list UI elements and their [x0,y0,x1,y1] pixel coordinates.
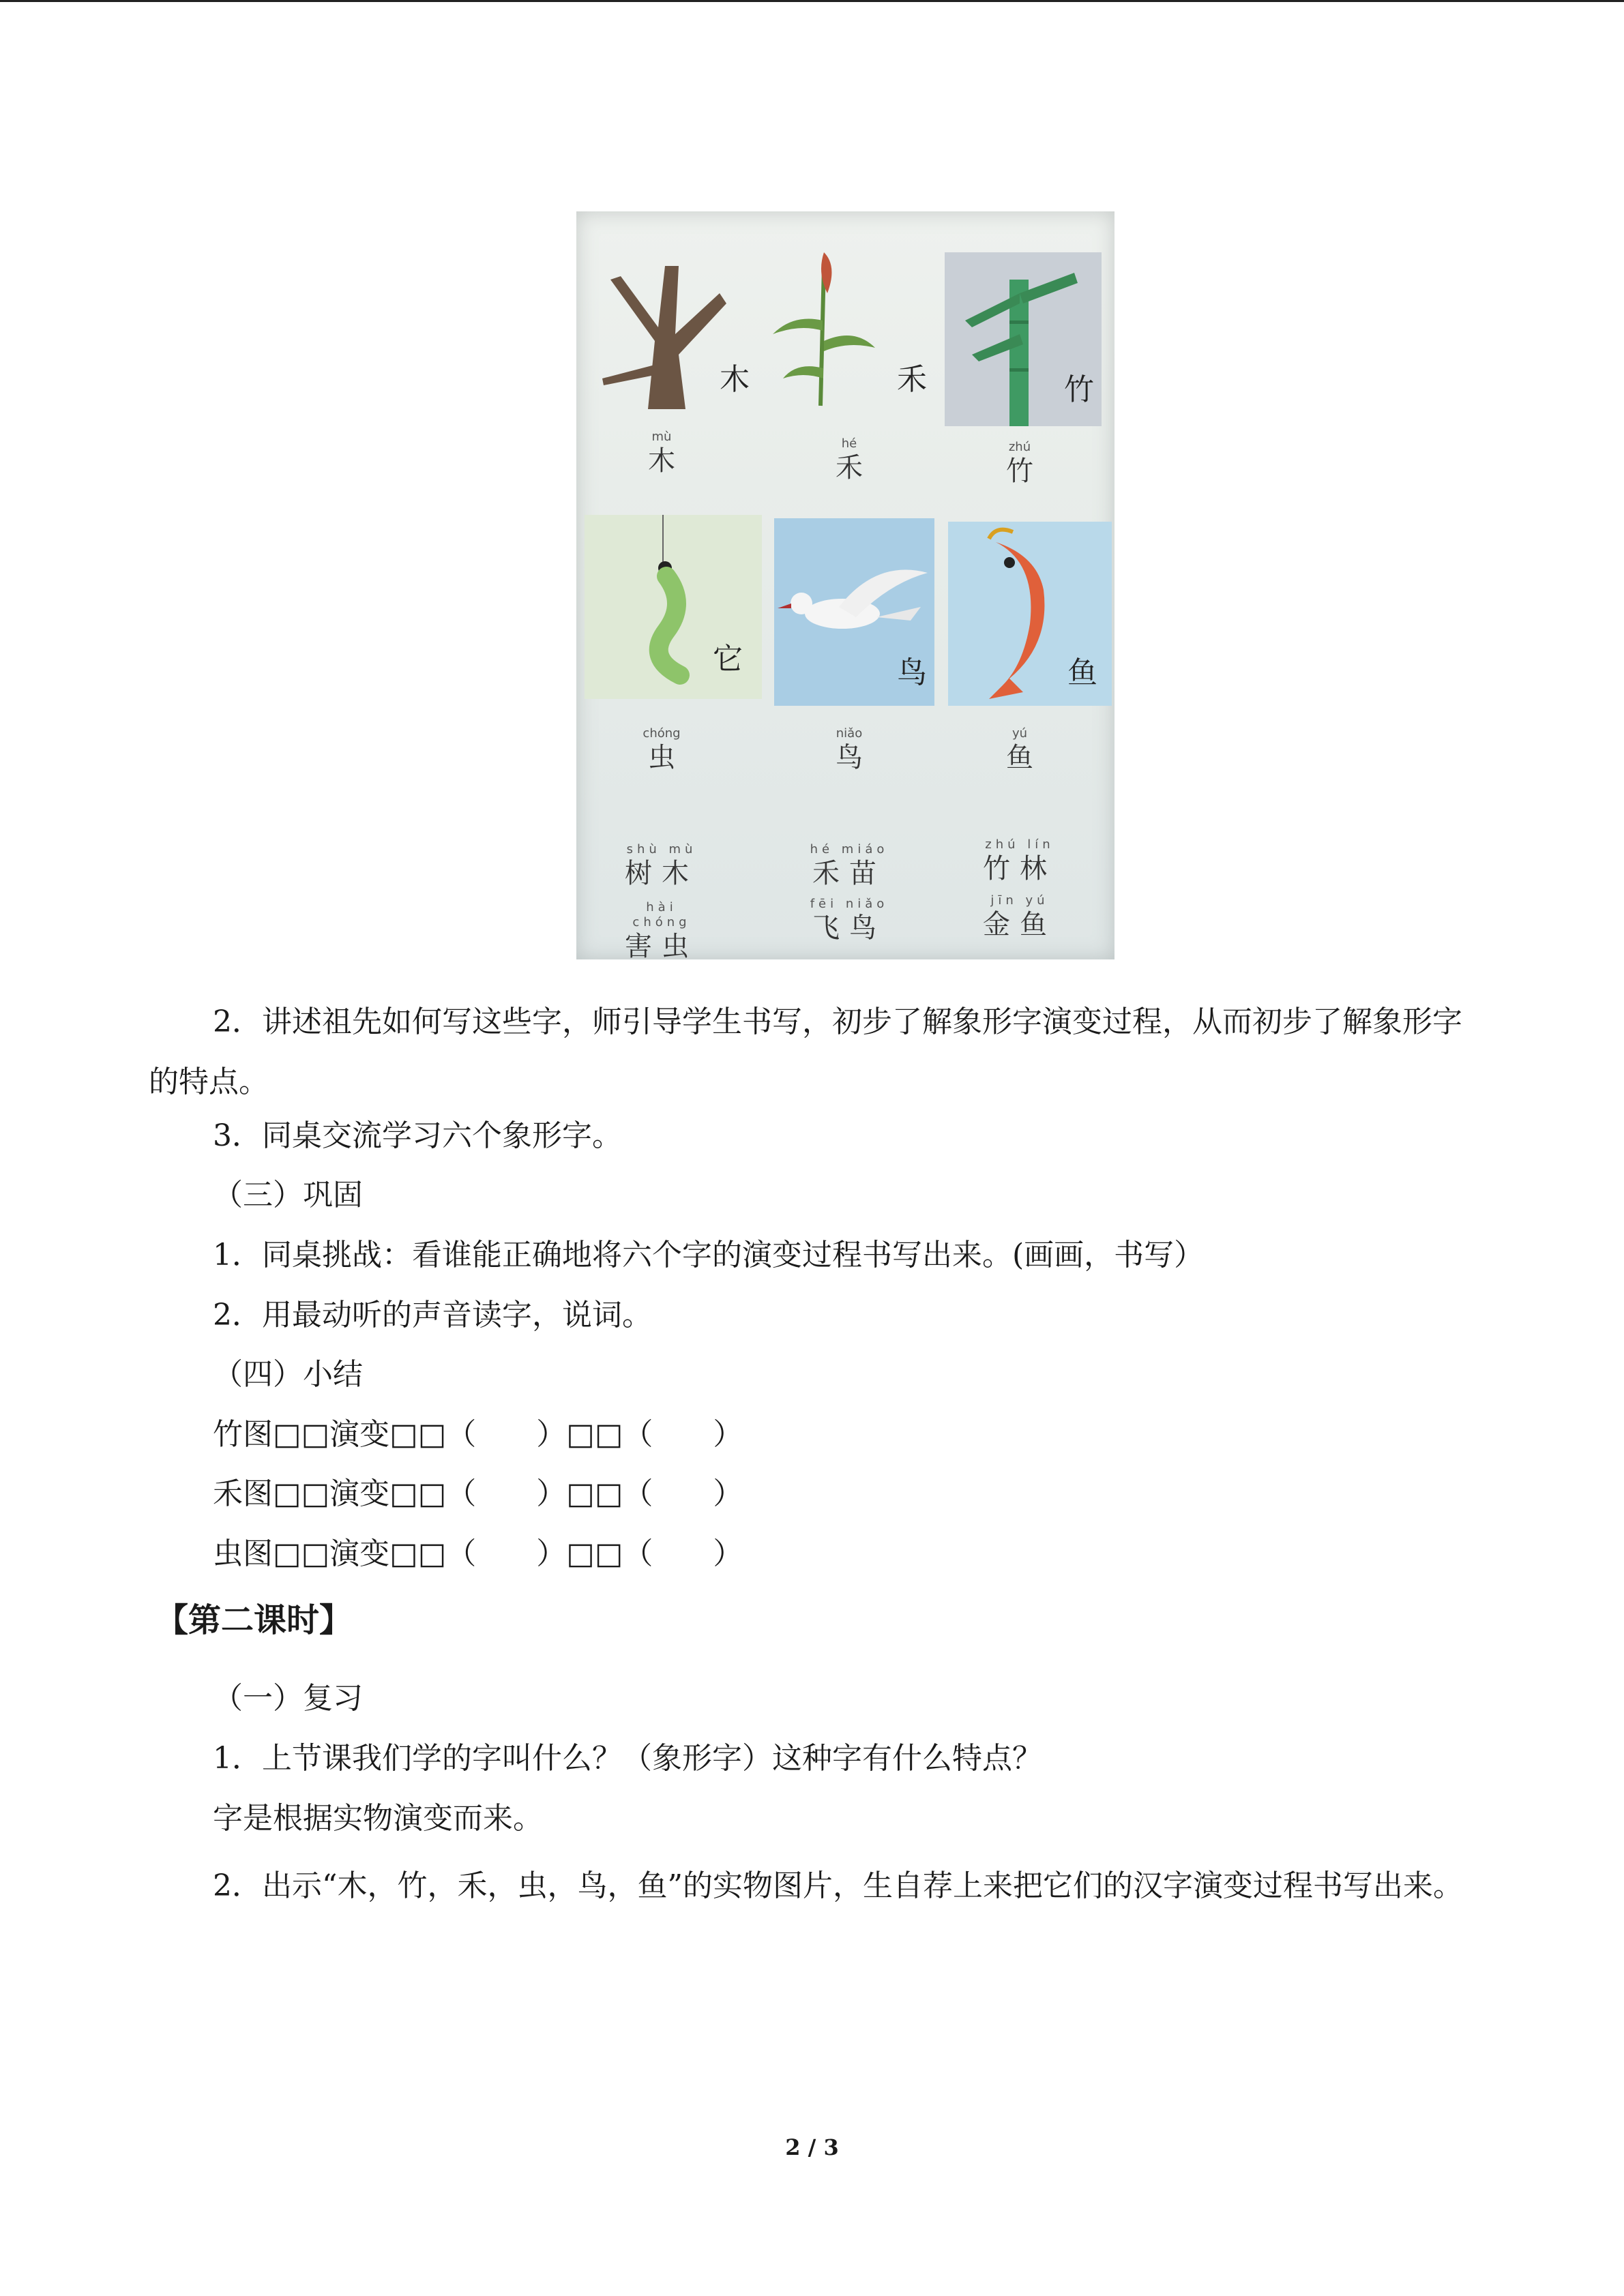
ancient-glyph-chong: 它 [713,642,743,676]
char-zhu: zhú 竹 [1006,440,1033,487]
ancient-glyph-mu: 木 [720,362,750,397]
textbook-photo [576,211,1114,959]
top-rule [0,0,1624,2]
word-hemiao: hé miáo 禾苗 [810,842,889,889]
char-mu: mù 木 [648,430,675,477]
summary-line-worm: 虫图□□演变□□（ ）□□（ ） [213,1536,743,1571]
summary-line-bamboo: 竹图□□演变□□（ ）□□（ ） [213,1417,743,1452]
page-number: 2 / 3 [785,2134,839,2160]
word-feiniao: fēi niǎo 飞鸟 [810,897,889,944]
section-consolidate: （三）巩固 [213,1178,363,1212]
ancient-glyph-niao: 鸟 [897,655,927,690]
section-review: （一）复习 [213,1681,363,1716]
word-zhulin: zhú lín 竹林 [983,837,1057,884]
section-summary: （四）小结 [213,1357,363,1392]
word-jinyu: jīn yú 金鱼 [983,893,1057,940]
ancient-glyph-zhu: 竹 [1064,372,1094,407]
char-he: hé 禾 [836,436,863,483]
paragraph-ancestors-writing: 2．讲述祖先如何写这些字，师引导学生书写，初步了解象形字演变过程，从而初步了解象形字的特点。 [149,1004,1462,1099]
paragraph-desk-exchange: 3．同桌交流学习六个象形字。 [213,1118,622,1153]
paragraph-show-pictures: 2．出示“木，竹，禾，虫，鸟，鱼”的实物图片，生自荐上来把它们的汉字演变过程书写出来。 [213,1868,1463,1903]
paragraph-answer: 字是根据实物演变而来。 [213,1801,543,1836]
ancient-glyph-yu: 鱼 [1067,655,1097,690]
paragraph-last-lesson-question: 1．上节课我们学的字叫什么？（象形字）这种字有什么特点？ [213,1741,1042,1776]
paragraph-read-aloud: 2．用最动听的声音读字，说词。 [213,1298,652,1332]
lesson-two-heading: 【第二课时】 [156,1601,353,1639]
word-shumu: shù mù 树木 [625,842,698,889]
char-niao: niǎo 鸟 [836,726,863,773]
ancient-glyph-he: 禾 [897,362,927,397]
word-haichong: hài chóng 害虫 [625,900,698,959]
char-chong: chóng 虫 [643,726,681,773]
char-yu: yú 鱼 [1006,726,1033,773]
summary-line-grain: 禾图□□演变□□（ ）□□（ ） [213,1476,743,1511]
paragraph-challenge: 1．同桌挑战：看谁能正确地将六个字的演变过程书写出来。(画画，书写） [213,1238,1205,1272]
